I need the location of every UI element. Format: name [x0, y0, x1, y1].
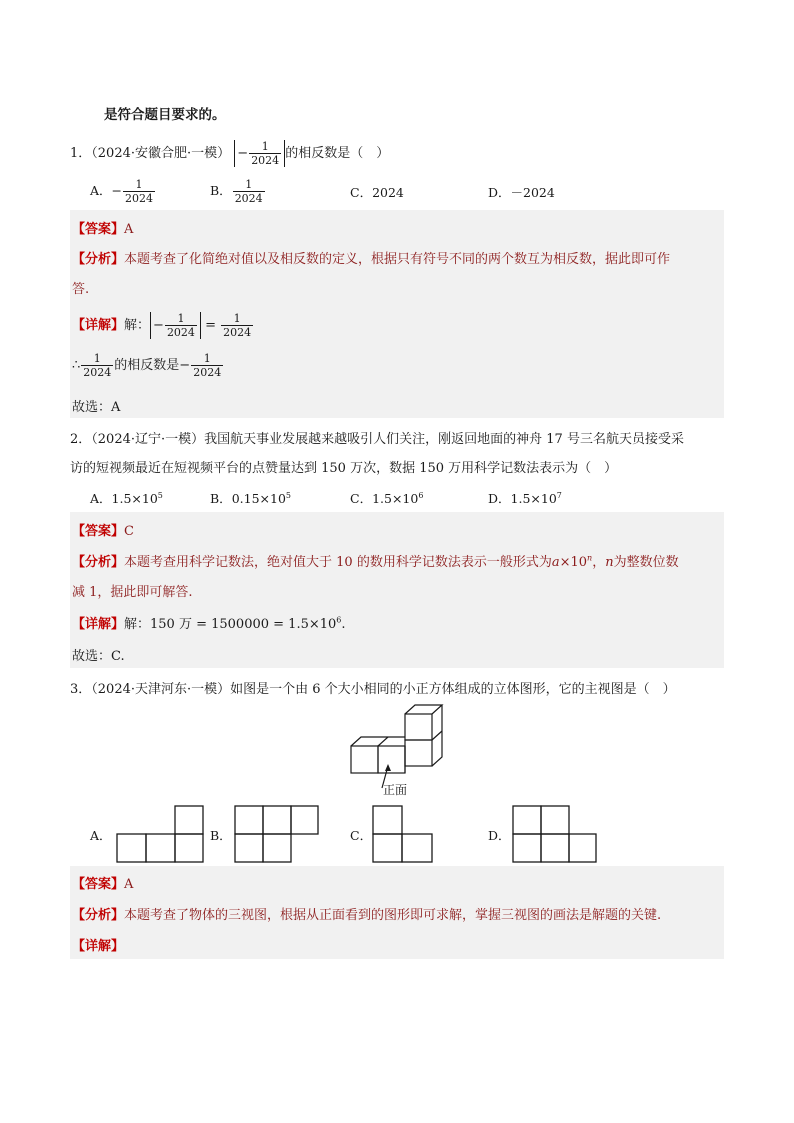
detail-text: 解：150 万 = 1500000 = 1.5×10: [124, 617, 337, 632]
frac-numerator: 1: [177, 312, 185, 325]
frac-denominator: 2024: [234, 192, 263, 205]
detail-tag: 【详解】: [72, 318, 125, 333]
analysis-line: [72, 551, 679, 570]
option-label: A．: [90, 491, 112, 506]
analysis-tag: 【分析】: [72, 908, 125, 923]
option-value: 1.5×10: [510, 491, 557, 506]
option-c-label[interactable]: C．: [350, 828, 373, 843]
answer-value: C: [124, 524, 134, 539]
question-text: 如图是一个由 6 个大小相同的小正方体组成的立体图形，它的主视图是（ ）: [230, 682, 676, 697]
analysis-tag: 【分析】: [72, 555, 125, 570]
cube-edge: [378, 737, 388, 746]
section-intro: 是符合题目要求的。: [104, 107, 226, 123]
option-d-label[interactable]: D．: [488, 828, 511, 843]
option-exponent: 5: [157, 490, 163, 500]
question-2-stem-line-2: 访的短视频最近在短视频平台的点赞量达到 150 万次，数据 150 万用科学记数法表示为（ ）: [70, 461, 618, 476]
option-b-view[interactable]: [233, 805, 321, 865]
detail-line: [72, 935, 124, 954]
question-3-stem: [70, 678, 676, 697]
frac-numerator: 1: [261, 140, 269, 153]
answer-tag: 【答案】: [72, 524, 125, 539]
arrow-head-icon: [385, 764, 391, 771]
answer-tag: 【答案】: [72, 222, 125, 237]
detail-tag: 【详解】: [72, 617, 125, 632]
choose-line: 故选：A: [72, 400, 121, 415]
analysis-line-2: 答.: [72, 282, 90, 297]
frac-numerator: 1: [233, 312, 241, 325]
answer-line: [72, 520, 134, 539]
analysis-line: [72, 248, 670, 267]
frac-denominator: 2024: [125, 192, 154, 205]
absolute-value: − $\frac{1}{2024}$: [150, 312, 201, 339]
formula-a: a: [551, 555, 560, 570]
question-source: （2024·安徽合肥·一模）: [91, 146, 231, 161]
analysis-line-2: 减 1，据此即可解答.: [72, 585, 193, 600]
option-a-label[interactable]: A．: [90, 828, 112, 843]
detail-tag: 【详解】: [72, 939, 125, 954]
option-a-view[interactable]: [115, 805, 205, 865]
option-d[interactable]: [488, 183, 555, 201]
option-label: D．: [488, 491, 511, 506]
frac-numerator: 1: [135, 178, 143, 191]
question-1-stem: [70, 140, 389, 167]
detail-prefix: 解：: [124, 318, 151, 333]
answer-value: A: [124, 877, 134, 892]
option-b[interactable]: [210, 489, 291, 507]
answer-line: [72, 218, 133, 237]
option-label: C．: [350, 185, 373, 200]
frac-numerator: 1: [93, 352, 101, 365]
cube-edge: [432, 731, 442, 740]
detail-line-2: ∴ $\frac{1}{2024}$ 的相反数是− $\frac{1}{2024}$: [72, 352, 222, 379]
frac-denominator: 2024: [83, 366, 112, 379]
cube-face: [405, 714, 432, 740]
answer-value: A: [124, 222, 134, 237]
frac-numerator: 1: [203, 352, 211, 365]
question-number: 1．: [70, 146, 92, 161]
option-c[interactable]: [350, 489, 423, 507]
option-exponent: 7: [556, 490, 562, 500]
analysis-comma: ，: [592, 555, 606, 570]
option-a[interactable]: [90, 489, 163, 507]
cube-top: [351, 737, 405, 746]
question-text: 我国航天事业发展越来越吸引人们关注，刚返回地面的神舟 17 号三名航天员接受采: [204, 432, 684, 447]
option-d-view[interactable]: [511, 805, 599, 865]
cube-face: [378, 746, 405, 773]
option-c-view[interactable]: [371, 805, 435, 865]
frac-denominator: 2024: [223, 326, 252, 339]
front-label: 正面: [383, 783, 408, 797]
detail-exponent: 6: [336, 615, 342, 625]
cube-face: [351, 746, 378, 773]
option-a[interactable]: A．− $\frac{1}{2024}$: [90, 178, 154, 205]
option-value: 2024: [372, 185, 404, 200]
answer-tag: 【答案】: [72, 877, 125, 892]
option-c[interactable]: [350, 183, 404, 201]
option-b-label[interactable]: B．: [210, 828, 232, 843]
option-label: B．: [210, 491, 232, 506]
frac-numerator: 1: [245, 178, 253, 191]
cube-top: [405, 705, 442, 714]
detail-text: 的相反数是: [114, 358, 180, 373]
analysis-text-2: 为整数位数: [613, 555, 679, 570]
detail-line: 【详解】解： − $\frac{1}{2024}$ = $\frac{1}{2024}$: [72, 312, 252, 339]
option-label: C．: [350, 491, 373, 506]
option-value: 0.15×10: [231, 491, 286, 506]
option-label: B．: [210, 183, 232, 198]
option-b[interactable]: [210, 178, 266, 205]
question-number: 3．: [70, 682, 92, 697]
frac-denominator: 2024: [166, 326, 195, 339]
question-source: （2024·天津河东·一模）: [91, 682, 231, 697]
frac-denominator: 2024: [193, 366, 222, 379]
answer-line: [72, 873, 133, 892]
detail-line: 【详解】解：150 万 = $1500000 = 1.5\times 10^6$.: [72, 615, 346, 632]
analysis-text: 本题考查了化简绝对值以及相反数的定义，根据只有符号不同的两个数互为相反数，据此即可作: [124, 252, 671, 267]
option-d[interactable]: [488, 489, 562, 507]
option-value: －2024: [510, 185, 555, 200]
frac-denominator: 2024: [251, 154, 280, 167]
question-2-stem: [70, 428, 684, 447]
formula-n: n: [605, 555, 614, 570]
analysis-line: [72, 904, 661, 923]
option-exponent: 5: [285, 490, 291, 500]
question-number: 2．: [70, 432, 92, 447]
option-value: 1.5×10: [111, 491, 158, 506]
analysis-text: 本题考查用科学记数法，绝对值大于 10 的数用科学记数法表示一般形式为: [124, 555, 552, 570]
option-exponent: 6: [418, 490, 424, 500]
absolute-value: − $\frac{1}{2024}$: [234, 140, 285, 167]
formula-times: $\times 10^n$: [559, 553, 593, 570]
analysis-text: 本题考查了物体的三视图，根据从正面看到的图形即可求解，掌握三视图的画法是解题的关键.: [124, 908, 662, 923]
option-label: A．: [90, 183, 112, 198]
question-text: 的相反数是（ ）: [285, 146, 390, 161]
option-value: 1.5×10: [372, 491, 419, 506]
question-source: （2024·辽宁·一模）: [91, 432, 205, 447]
cube-face: [405, 740, 432, 766]
choose-line: 故选：C.: [72, 649, 125, 664]
analysis-tag: 【分析】: [72, 252, 125, 267]
option-label: D．: [488, 185, 511, 200]
